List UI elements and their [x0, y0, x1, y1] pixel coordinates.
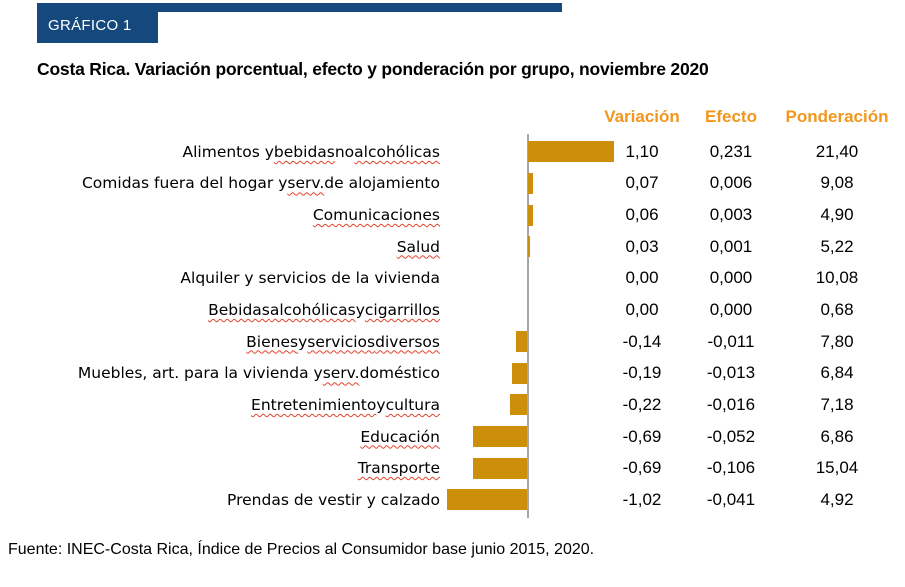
positive-bar: [528, 205, 533, 226]
ponderacion-value: 6,86: [820, 426, 854, 446]
variacion-value: 0,07: [625, 173, 659, 193]
variacion-value: -0,22: [622, 394, 662, 414]
ponderacion-value: 5,22: [820, 236, 854, 256]
column-header-efecto: Efecto: [705, 107, 757, 126]
grafico-badge-label: GRÁFICO 1: [48, 16, 132, 34]
variacion-value: -0,14: [622, 331, 662, 351]
bar-chart-rows: [0, 136, 905, 516]
chart-row: [0, 199, 905, 231]
efecto-value: 0,000: [709, 300, 753, 320]
efecto-value: 0,006: [709, 173, 753, 193]
chart-row: [0, 484, 905, 516]
efecto-value: 0,231: [709, 141, 753, 161]
category-label: [0, 326, 440, 358]
variacion-value: 0,00: [625, 300, 659, 320]
category-label: [0, 168, 440, 200]
efecto-value: -0,016: [706, 394, 756, 414]
spellcheck-underlined-word: alcohólicas: [269, 301, 356, 320]
chart-row: [0, 263, 905, 295]
spellcheck-underlined-word: servicios: [307, 332, 376, 351]
chart-row: [0, 421, 905, 453]
category-label: [0, 231, 440, 263]
efecto-value: -0,013: [706, 363, 756, 383]
label-text: Alquiler y servicios de la vivienda: [180, 269, 440, 288]
negative-bar: [473, 426, 527, 447]
negative-bar: [516, 331, 527, 352]
label-text: doméstico: [359, 364, 440, 383]
negative-bar: [447, 489, 527, 510]
positive-bar: [528, 173, 533, 194]
spellcheck-underlined-word: Entretenimiento: [251, 395, 377, 414]
ponderacion-value: 10,08: [815, 268, 859, 288]
category-label: [0, 484, 440, 516]
chart-row: [0, 136, 905, 168]
variacion-value: 0,00: [625, 268, 659, 288]
efecto-value: -0,052: [706, 426, 756, 446]
ponderacion-value: 9,08: [820, 173, 854, 193]
label-text: y: [355, 301, 365, 320]
spellcheck-underlined-word: Bienes: [246, 332, 299, 351]
efecto-value: 0,000: [709, 268, 753, 288]
spellcheck-underlined-word: alcohólicas: [354, 142, 440, 161]
category-label: [0, 263, 440, 295]
column-header-ponderacion: Ponderación: [785, 107, 889, 126]
spellcheck-underlined-word: Transporte: [357, 459, 440, 478]
efecto-value: 0,001: [709, 236, 753, 256]
label-text: de alojamiento: [324, 174, 440, 193]
efecto-value: 0,003: [709, 205, 753, 225]
negative-bar: [510, 394, 527, 415]
chart-row: [0, 452, 905, 484]
spellcheck-underlined-word: serv.: [322, 364, 360, 383]
ponderacion-value: 6,84: [820, 363, 854, 383]
negative-bar: [512, 363, 527, 384]
chart-row: [0, 168, 905, 200]
variacion-value: -0,69: [622, 426, 662, 446]
chart-row: [0, 389, 905, 421]
variacion-value: 0,03: [625, 236, 659, 256]
category-label: [0, 136, 440, 168]
category-label: [0, 357, 440, 389]
negative-bar: [473, 458, 527, 479]
efecto-value: -0,106: [706, 458, 756, 478]
label-text: no: [334, 142, 355, 161]
ponderacion-value: 21,40: [815, 141, 859, 161]
efecto-value: -0,011: [707, 331, 755, 351]
ponderacion-value: 4,92: [820, 489, 854, 509]
spellcheck-underlined-word: bebidas: [273, 142, 335, 161]
grafico-badge: [37, 3, 158, 43]
label-text: Comidas fuera del hogar y: [81, 174, 288, 193]
ponderacion-value: 7,80: [820, 331, 854, 351]
variacion-value: 1,10: [625, 141, 659, 161]
efecto-value: -0,041: [706, 489, 756, 509]
chart-row: [0, 294, 905, 326]
spellcheck-underlined-word: diversos: [375, 332, 440, 351]
variacion-value: -0,69: [622, 458, 662, 478]
variacion-value: 0,06: [625, 205, 659, 225]
spellcheck-underlined-word: Salud: [396, 237, 440, 256]
variacion-value: -0,19: [622, 363, 662, 383]
column-header-variacion: Variación: [604, 107, 680, 126]
spellcheck-underlined-word: Comunicaciones: [312, 206, 440, 225]
positive-bar: [528, 236, 530, 257]
category-label: [0, 421, 440, 453]
spellcheck-underlined-word: cigarrillos: [364, 301, 440, 320]
chart-row: [0, 231, 905, 263]
label-text: y: [298, 332, 308, 351]
label-text: Prendas de vestir y calzado: [227, 490, 440, 509]
source-note: Fuente: INEC-Costa Rica, Índice de Precios al Consumidor base junio 2015, 2020.: [8, 541, 595, 558]
label-text: Muebles, art. para la vivienda y: [77, 364, 323, 383]
ponderacion-value: 7,18: [820, 394, 854, 414]
label-text: Alimentos y: [182, 142, 274, 161]
category-label: [0, 389, 440, 421]
spellcheck-underlined-word: Bebidas: [208, 301, 270, 320]
ponderacion-value: 4,90: [820, 205, 854, 225]
spellcheck-underlined-word: Educación: [360, 427, 440, 446]
category-label: [0, 199, 440, 231]
ponderacion-value: 0,68: [820, 300, 854, 320]
spellcheck-underlined-word: cultura: [385, 395, 440, 414]
label-text: y: [376, 395, 386, 414]
spellcheck-underlined-word: serv.: [287, 174, 325, 193]
ponderacion-value: 15,04: [815, 458, 859, 478]
value-column-headers: [0, 107, 905, 127]
chart-row: [0, 357, 905, 389]
chart-title: Costa Rica. Variación porcentual, efecto y ponderación por grupo, noviembre 2020: [37, 59, 709, 79]
category-label: [0, 294, 440, 326]
chart-row: [0, 326, 905, 358]
variacion-value: -1,02: [622, 489, 662, 509]
category-label: [0, 452, 440, 484]
